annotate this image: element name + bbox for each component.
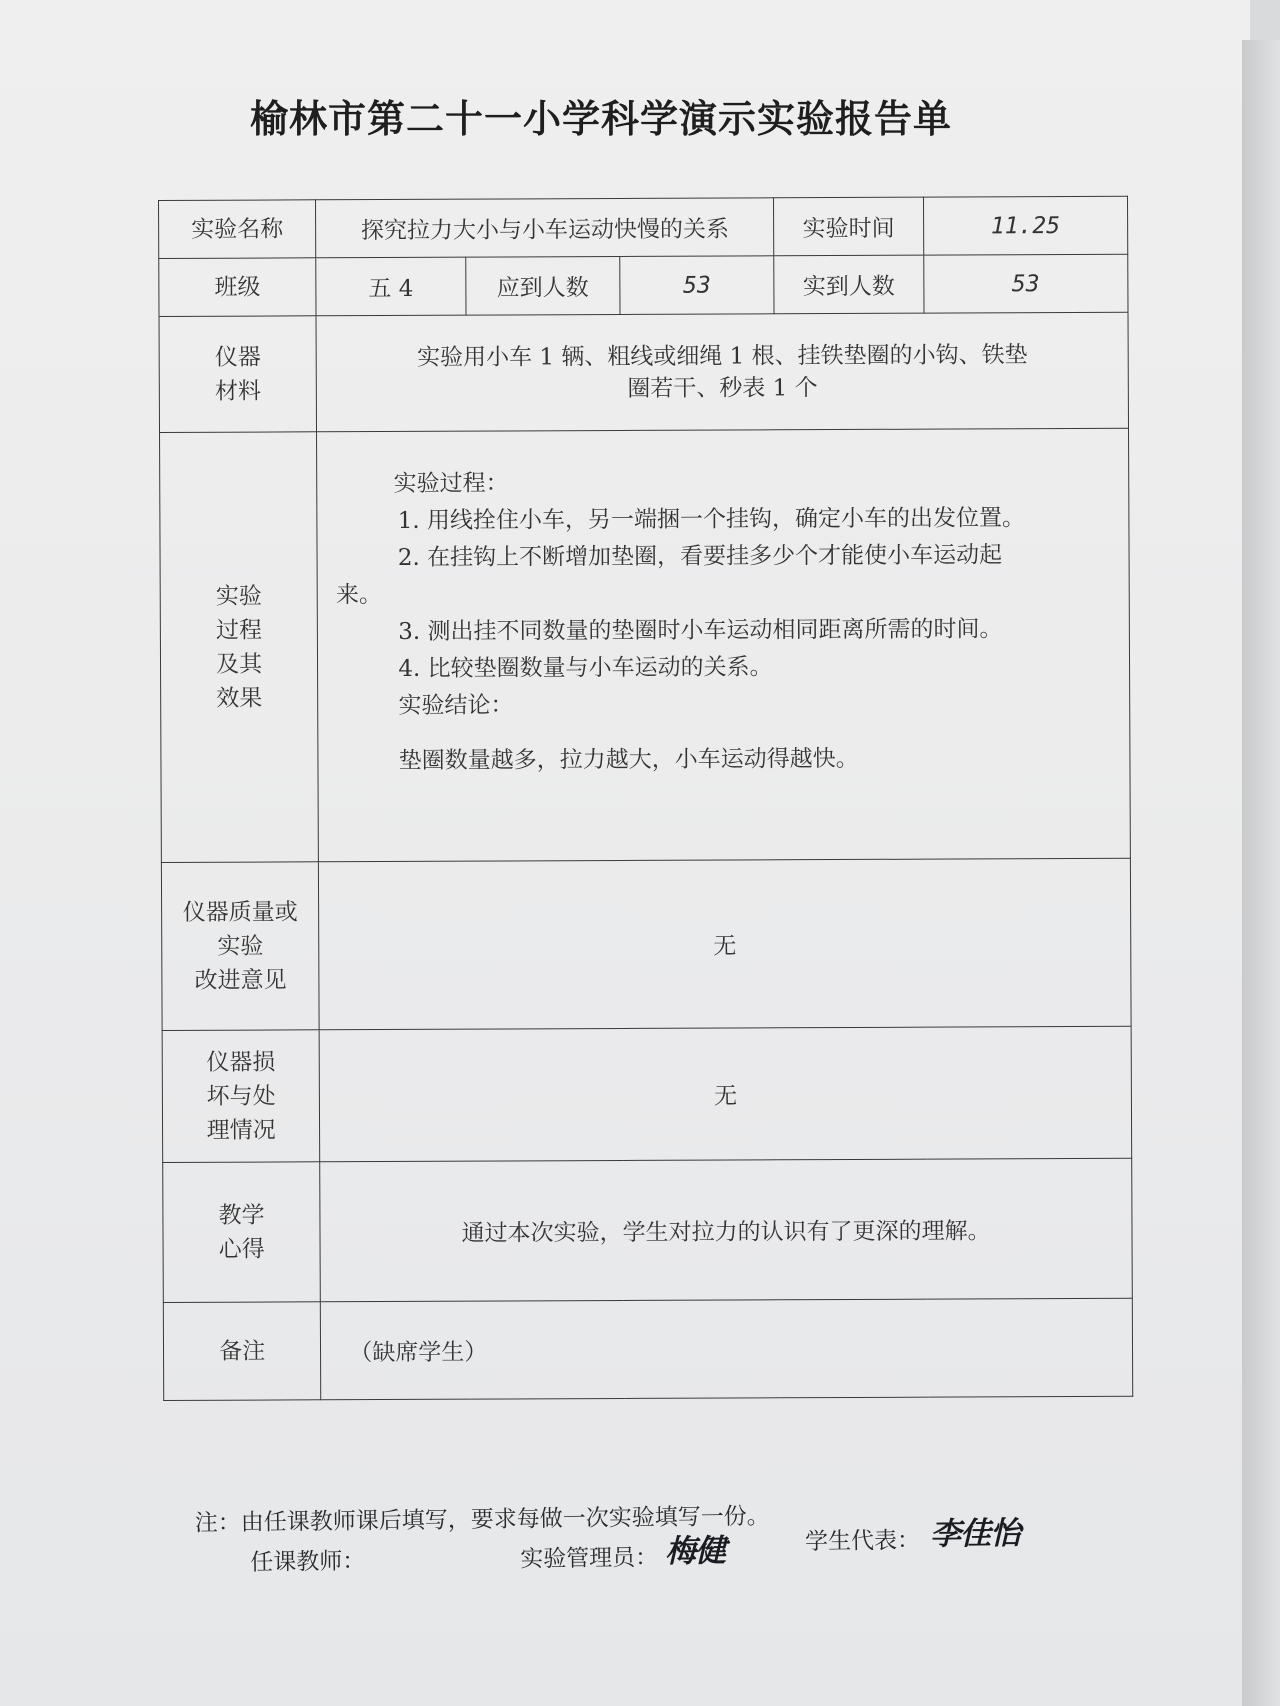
- process-label-line: 及其: [216, 651, 263, 678]
- conclusion-text: 垫圈数量越多，拉力越大，小车运动得越快。: [398, 745, 859, 774]
- report-table: [158, 196, 1133, 1401]
- actual-count-label: 实到人数: [774, 255, 924, 314]
- process-label: [160, 432, 319, 863]
- remark-value: （缺席学生）: [321, 1298, 1133, 1400]
- footer-note: [195, 1493, 1096, 1588]
- materials-line: 实验用小车 1 辆、粗线或细绳 1 根、挂铁垫圈的小钩、铁垫: [417, 341, 1028, 371]
- process-label-line: 实验: [215, 583, 262, 610]
- table-row: [162, 1026, 1132, 1162]
- reflection-label: [163, 1162, 321, 1303]
- materials-label-line: 材料: [214, 378, 262, 405]
- process-step: 1. 用线拴住小车，另一端捆一个挂钩，确定小车的出发位置。: [397, 505, 1026, 534]
- table-row: [161, 858, 1131, 1030]
- footer-instruction: 注：由任课教师课后填写，要求每做一次实验填写一份。: [194, 1503, 770, 1537]
- experiment-name: 探究拉力大小与小车运动快慢的关系: [316, 198, 774, 258]
- expected-count-label: 应到人数: [465, 256, 620, 315]
- materials-text: [316, 312, 1128, 432]
- process-label-line: 效果: [216, 685, 263, 712]
- class-value: 五 4: [316, 257, 466, 316]
- damage-label-line: 仪器损: [206, 1048, 276, 1076]
- table-row: [159, 254, 1128, 316]
- teacher-label: 任课教师：: [250, 1548, 366, 1576]
- damage-label-line: 坏与处: [206, 1082, 276, 1110]
- materials-label: [159, 316, 317, 433]
- quality-label-line: 改进意见: [194, 966, 287, 994]
- materials-line: 圈若干、秒表 1 个: [627, 374, 818, 402]
- table-row: [163, 1158, 1133, 1302]
- manager-label: 实验管理员：: [520, 1544, 659, 1573]
- manager-signature: 梅健: [664, 1533, 726, 1570]
- table-row: [160, 428, 1131, 862]
- student-rep-label: 学生代表：: [804, 1527, 921, 1556]
- quality-label-line: 实验: [217, 933, 264, 960]
- table-row: [159, 312, 1128, 432]
- student-rep-signature: 李佳怡: [929, 1515, 1021, 1553]
- process-step: 4. 比较垫圈数量与小车运动的关系。: [398, 654, 773, 682]
- quality-value: 无: [319, 858, 1131, 1030]
- time-label: 实验时间: [774, 197, 924, 256]
- quality-label-line: 仪器质量或: [182, 898, 298, 926]
- process-content: [317, 428, 1131, 862]
- process-label-line: 过程: [215, 617, 263, 644]
- quality-label: [161, 862, 319, 1031]
- table-row: [159, 196, 1128, 258]
- actual-count: 53: [923, 254, 1128, 313]
- materials-label-line: 仪器: [214, 344, 261, 371]
- process-step: 2. 在挂钩上不断增加垫圈，看要挂多少个才能使小车运动起: [397, 542, 1003, 571]
- damage-label: [162, 1030, 320, 1163]
- process-heading: 实验过程：: [393, 470, 509, 497]
- damage-label-line: 理情况: [206, 1116, 276, 1144]
- expected-count: 53: [620, 256, 775, 315]
- process-step: 来。: [335, 582, 383, 609]
- paper-edge-shadow: [1242, 40, 1280, 1706]
- reflection-label-line: 心得: [218, 1236, 265, 1263]
- class-label: 班级: [159, 258, 317, 317]
- process-step: 3. 测出挂不同数量的垫圈时小车运动相同距离所需的时间。: [398, 616, 1003, 645]
- name-label: 实验名称: [159, 200, 317, 259]
- remark-label: 备注: [163, 1302, 321, 1401]
- table-row: [163, 1298, 1132, 1400]
- damage-value: 无: [319, 1026, 1131, 1162]
- conclusion-heading: 实验结论：: [398, 692, 514, 719]
- reflection-label-line: 教学: [218, 1202, 265, 1229]
- page-title: 榆林市第二十一小学科学演示实验报告单: [250, 97, 953, 141]
- experiment-time: 11.25: [923, 196, 1128, 255]
- reflection-value: 通过本次实验，学生对拉力的认识有了更深的理解。: [320, 1158, 1132, 1302]
